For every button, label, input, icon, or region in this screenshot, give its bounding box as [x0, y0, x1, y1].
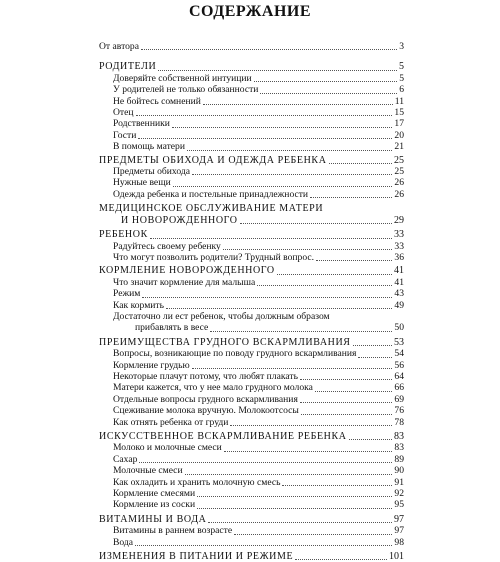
dot-leader	[185, 474, 393, 475]
dot-leader	[208, 522, 392, 523]
toc-entry-page: 41	[394, 276, 404, 288]
toc-entry-page: 89	[394, 453, 404, 465]
toc-entry-label: От автора	[99, 41, 139, 52]
toc-entry-page: 11	[394, 95, 404, 107]
toc-entry[interactable]	[99, 442, 404, 453]
dot-leader	[295, 559, 387, 560]
dot-leader	[135, 545, 392, 546]
toc-entry-page: 97	[394, 513, 404, 525]
toc-part-entry[interactable]	[99, 61, 404, 72]
toc-entry-label: Сахар	[113, 453, 138, 465]
toc-entry-page: 5	[399, 61, 404, 73]
toc-entry[interactable]	[99, 288, 404, 299]
toc-entry[interactable]	[99, 371, 404, 382]
dot-leader	[223, 249, 393, 250]
toc-entry-page: 3	[399, 41, 404, 52]
toc-entry-page: 76	[394, 405, 404, 417]
toc-entry-label: Кормление из соски	[113, 499, 196, 511]
page-title: СОДЕРЖАНИЕ	[188, 3, 312, 20]
toc-entry[interactable]	[99, 277, 404, 288]
toc-entry[interactable]	[99, 241, 404, 252]
toc-entry-page: 36	[394, 251, 404, 263]
toc-entry[interactable]	[99, 300, 404, 311]
toc-entry-page: 50	[394, 322, 404, 334]
toc-entry-label: Гости	[113, 129, 137, 141]
toc-entry[interactable]	[99, 84, 404, 95]
toc-entry-page: 26	[394, 188, 404, 200]
dot-leader	[300, 379, 392, 380]
table-of-contents	[99, 40, 404, 562]
dot-leader	[139, 462, 392, 463]
toc-entry-label: Вода	[113, 536, 134, 548]
toc-entry-label: ПРЕИМУЩЕСТВА ГРУДНОГО ВСКАРМЛИВАНИЯ	[99, 336, 351, 348]
toc-entry[interactable]	[99, 166, 404, 177]
toc-entry[interactable]	[99, 96, 404, 107]
toc-entry-label: Матери кажется, что у нее мало грудного молока	[113, 382, 313, 394]
toc-entry-label: ПРЕДМЕТЫ ОБИХОДА И ОДЕЖДА РЕБЕНКА	[99, 154, 327, 166]
dot-leader	[353, 345, 392, 346]
toc-entry-page: 20	[394, 129, 404, 141]
toc-entry[interactable]	[99, 465, 404, 476]
toc-part-entry[interactable]	[99, 337, 404, 348]
toc-entry[interactable]	[99, 118, 404, 129]
toc-entry-page: 33	[394, 240, 404, 252]
toc-entry-label: Доверяйте собственной интуиции	[113, 72, 252, 84]
toc-entry-label: Молоко и молочные смеси	[113, 442, 222, 454]
dot-leader	[136, 115, 393, 116]
toc-entry-page: 21	[394, 141, 404, 153]
toc-entry[interactable]	[99, 177, 404, 188]
dot-leader	[158, 70, 397, 71]
toc-entry-label: ИСКУССТВЕННОЕ ВСКАРМЛИВАНИЕ РЕБЕНКА	[99, 431, 347, 442]
toc-entry[interactable]	[99, 454, 404, 465]
dot-leader	[358, 357, 392, 358]
dot-leader	[349, 439, 392, 440]
toc-part-entry[interactable]	[99, 551, 404, 562]
dot-leader	[282, 485, 392, 486]
toc-entry-label: Режим	[113, 288, 141, 300]
toc-entry[interactable]	[99, 41, 404, 52]
toc-entry-page: 43	[394, 288, 404, 300]
dot-leader	[301, 414, 393, 415]
dot-leader	[142, 297, 392, 298]
dot-leader	[187, 150, 392, 151]
toc-entry[interactable]	[99, 382, 404, 393]
toc-entry-label: Радуйтесь своему ребенку	[113, 240, 221, 252]
dot-leader	[234, 534, 392, 535]
toc-entry-page: 64	[394, 370, 404, 382]
toc-entry[interactable]	[99, 107, 404, 118]
toc-entry[interactable]	[99, 477, 404, 488]
toc-entry[interactable]	[99, 525, 404, 536]
toc-entry-page: 78	[394, 416, 404, 428]
toc-entry-page: 83	[394, 442, 404, 454]
toc-entry[interactable]	[99, 537, 404, 548]
toc-entry-label: Отец	[113, 107, 134, 119]
dot-leader	[197, 508, 392, 509]
dot-leader	[310, 197, 392, 198]
dot-leader	[316, 260, 392, 261]
toc-entry-page: 41	[394, 265, 404, 277]
toc-part-entry[interactable]	[99, 514, 404, 525]
toc-entry-label: Достаточно ли ест ребенок, чтобы должным образом	[113, 310, 330, 322]
toc-entry[interactable]	[99, 417, 404, 428]
toc-entry-page: 49	[394, 299, 404, 311]
toc-entry-label: МЕДИЦИНСКОЕ ОБСЛУЖИВАНИЕ МАТЕРИ	[99, 203, 324, 215]
dot-leader	[315, 391, 393, 392]
dot-leader	[224, 451, 393, 452]
toc-entry-label: Витамины в раннем возрасте	[113, 525, 233, 537]
dot-leader	[260, 93, 397, 94]
toc-entry-label: Что могут позволить родители? Трудный вопрос.	[113, 251, 315, 263]
dot-leader	[254, 81, 398, 82]
dot-leader	[277, 274, 392, 275]
toc-entry[interactable]	[99, 405, 404, 416]
dot-leader	[230, 425, 392, 426]
toc-entry-label: Как охладить и хранить молочную смесь	[113, 476, 281, 488]
toc-entry-label: Некоторые плачут потому, что любят плакать	[113, 370, 298, 382]
toc-entry-page: 25	[394, 154, 404, 166]
dot-leader	[210, 331, 392, 332]
toc-entry-label: Вопросы, возникающие по поводу грудного вскармливания	[113, 348, 357, 360]
dot-leader	[257, 285, 392, 286]
toc-part-entry[interactable]	[99, 155, 404, 166]
toc-entry-label: РЕБЕНОК	[99, 229, 148, 241]
toc-entry-label: Отдельные вопросы грудного вскармливания	[113, 393, 298, 405]
toc-entry-page: 101	[389, 551, 404, 562]
dot-leader	[300, 402, 393, 403]
toc-entry-page: 91	[394, 476, 404, 488]
dot-leader	[192, 174, 392, 175]
toc-entry-page: 90	[394, 465, 404, 477]
toc-entry-page: 92	[394, 488, 404, 500]
toc-entry[interactable]	[99, 394, 404, 405]
toc-entry-label-line2: прибавлять в весе	[135, 322, 209, 334]
dot-leader	[203, 104, 393, 105]
toc-entry-page: 97	[394, 525, 404, 537]
toc-entry-label: Как кормить	[113, 299, 164, 311]
toc-entry-label: Кормление грудью	[113, 359, 190, 371]
toc-entry-label: Одежда ребенка и постельные принадлежности	[113, 188, 309, 200]
toc-entry-page: 26	[394, 177, 404, 189]
toc-entry-page: 56	[394, 359, 404, 371]
toc-entry-page: 5	[399, 72, 404, 84]
toc-entry-page: 17	[394, 118, 404, 130]
toc-entry-page: 15	[394, 107, 404, 119]
toc-entry-label-line2: И НОВОРОЖДЕННОГО	[121, 214, 238, 226]
toc-entry[interactable]	[99, 73, 404, 84]
toc-entry-label: РОДИТЕЛИ	[99, 61, 157, 73]
toc-part-entry[interactable]	[99, 229, 404, 240]
toc-entry-label: Предметы обихода	[113, 166, 191, 178]
toc-part-entry[interactable]	[99, 431, 404, 442]
dot-leader	[240, 223, 392, 224]
toc-part-entry[interactable]	[99, 265, 404, 276]
toc-entry[interactable]	[99, 141, 404, 152]
toc-entry-label: Что значит кормление для малыша	[113, 276, 256, 288]
toc-entry[interactable]	[99, 252, 404, 263]
toc-entry[interactable]	[99, 360, 404, 371]
dot-leader	[141, 49, 397, 50]
toc-entry-label: ВИТАМИНЫ И ВОДА	[99, 513, 207, 525]
toc-entry[interactable]	[99, 499, 404, 510]
toc-entry-page: 69	[394, 393, 404, 405]
toc-entry-label: Нужные вещи	[113, 177, 171, 189]
toc-entry[interactable]	[99, 189, 404, 200]
toc-entry-label: ИЗМЕНЕНИЯ В ПИТАНИИ И РЕЖИМЕ	[99, 551, 294, 562]
toc-entry-page: 33	[394, 229, 404, 241]
toc-entry-page: 95	[394, 499, 404, 511]
toc-entry-label: У родителей не только обязанности	[113, 84, 259, 96]
toc-entry-label: Молочные смеси	[113, 465, 183, 477]
dot-leader	[329, 163, 392, 164]
toc-entry[interactable]	[99, 348, 404, 359]
toc-part-entry[interactable]	[99, 203, 404, 226]
toc-entry-page: 6	[399, 84, 404, 96]
toc-entry-page: 66	[394, 382, 404, 394]
toc-entry-label: КОРМЛЕНИЕ НОВОРОЖДЕННОГО	[99, 265, 275, 277]
toc-entry-label: Кормление смесями	[113, 488, 196, 500]
dot-leader	[192, 368, 393, 369]
toc-entry[interactable]	[99, 311, 404, 334]
toc-entry-page: 53	[394, 336, 404, 348]
toc-entry-page: 98	[394, 536, 404, 548]
toc-entry-label: Родственники	[113, 118, 170, 130]
dot-leader	[138, 138, 392, 139]
toc-entry-label: Сцеживание молока вручную. Молокоотсосы	[113, 405, 299, 417]
toc-entry-page: 25	[394, 166, 404, 178]
dot-leader	[173, 186, 393, 187]
toc-entry[interactable]	[99, 130, 404, 141]
toc-entry-label: Не бойтесь сомнений	[113, 95, 201, 107]
dot-leader	[150, 238, 392, 239]
toc-entry-label: Как отнять ребенка от груди	[113, 416, 229, 428]
toc-entry-page: 29	[394, 214, 404, 226]
dot-leader	[197, 496, 392, 497]
dot-leader	[166, 308, 392, 309]
toc-entry-label: В помощь матери	[113, 141, 185, 153]
toc-entry-page: 83	[394, 431, 404, 442]
toc-entry[interactable]	[99, 488, 404, 499]
toc-entry-page: 54	[394, 348, 404, 360]
dot-leader	[172, 127, 393, 128]
